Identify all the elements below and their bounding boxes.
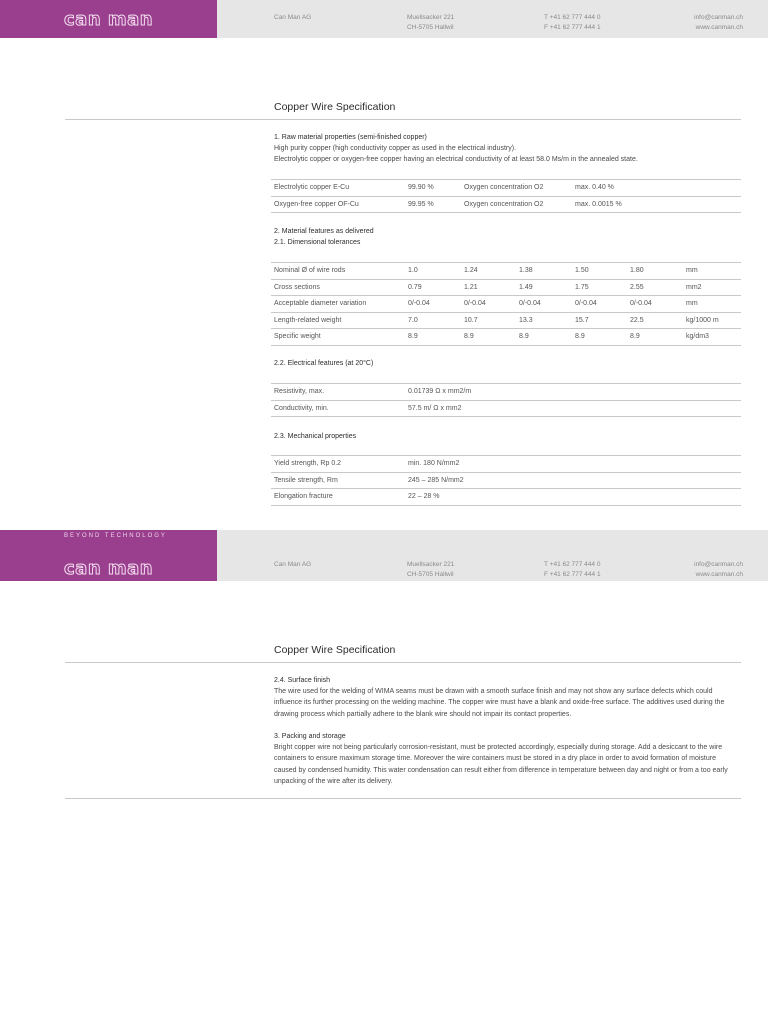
table-cell: 1.80 xyxy=(627,263,683,280)
table-row xyxy=(271,263,741,280)
table-cell: Length-related weight xyxy=(271,312,405,329)
table-row xyxy=(271,400,741,417)
company-name: Can Man AG xyxy=(274,14,312,21)
section-heading: 2.2. Electrical features (at 20°C) xyxy=(274,360,374,367)
table-cell: 57.5 m/ Ω x mm2 xyxy=(405,400,741,417)
table-cell: 10.7 xyxy=(461,312,516,329)
email-link[interactable]: info@canman.ch xyxy=(694,561,743,568)
table-cell: kg/1000 m xyxy=(683,312,741,329)
table-cell: Tensile strength, Rm xyxy=(271,472,405,489)
page1-title: Copper Wire Specification xyxy=(274,101,396,113)
table-cell: 1.0 xyxy=(405,263,461,280)
section-electrical xyxy=(274,358,742,369)
company-contact xyxy=(694,13,743,32)
table-cell: 0.79 xyxy=(405,279,461,296)
website-link[interactable]: www.canman.ch xyxy=(695,23,743,31)
section-heading: 3. Packing and storage xyxy=(274,733,346,740)
brand-bar xyxy=(0,530,217,581)
phone-number: T +41 62 777 444 0 xyxy=(544,561,601,568)
company-name: Can Man AG xyxy=(274,561,312,568)
table-cell: 0.01739 Ω x mm2/m xyxy=(405,384,741,401)
electrical-features-table xyxy=(271,383,741,417)
brand-bar xyxy=(0,0,217,38)
address-line1: Muellsacker 221 xyxy=(407,561,455,568)
table-row xyxy=(271,456,741,473)
table-cell: Specific weight xyxy=(271,329,405,346)
company-phone xyxy=(544,13,601,32)
table-row xyxy=(271,312,741,329)
table-cell: Elongation fracture xyxy=(271,489,405,506)
table-cell: 0/-0.04 xyxy=(516,296,572,313)
table-cell: 0/-0.04 xyxy=(572,296,627,313)
table-cell: 8.9 xyxy=(461,329,516,346)
table-cell: 2.55 xyxy=(627,279,683,296)
table-cell: max. 0.0015 % xyxy=(572,196,741,213)
table-row xyxy=(271,296,741,313)
table-cell: 1.49 xyxy=(516,279,572,296)
table-cell: 22.5 xyxy=(627,312,683,329)
table-row xyxy=(271,196,741,213)
page2-header xyxy=(0,530,768,581)
page1-header xyxy=(0,0,768,38)
table-cell: mm xyxy=(683,296,741,313)
website-link[interactable]: www.canman.ch xyxy=(695,570,743,578)
table-cell: mm2 xyxy=(683,279,741,296)
section-text: Bright copper wire not being particularly corrosion-resistant, must be protected accordingly, especially during storage. Add a desiccant to the wire containers to ensure maximum storage time. Moreover the wire containers must be stored in a dry place in order to avoid formation of moisture caused by condensed humidity. This water condensation can result either from difference in temperature between day and night or from a too early unpacking of the wire after its delivery. xyxy=(274,744,728,785)
table-cell: 22 – 28 % xyxy=(405,489,741,506)
table-cell: Conductivity, min. xyxy=(271,400,405,417)
table-cell: 0/-0.04 xyxy=(461,296,516,313)
table-cell: Cross sections xyxy=(271,279,405,296)
footer-divider xyxy=(65,798,741,799)
brand-tagline: BEYOND TECHNOLOGY xyxy=(64,533,167,539)
table-cell: max. 0.40 % xyxy=(572,180,741,197)
raw-material-table xyxy=(271,179,741,213)
table-cell: mm xyxy=(683,263,741,280)
section-surface-finish xyxy=(274,675,740,720)
table-cell: Oxygen-free copper OF-Cu xyxy=(271,196,405,213)
company-contact xyxy=(694,560,743,579)
table-cell: 8.9 xyxy=(405,329,461,346)
section-text: High purity copper (high conductivity copper as used in the electrical industry). xyxy=(274,145,517,153)
table-cell: 7.0 xyxy=(405,312,461,329)
table-cell: Resistivity, max. xyxy=(271,384,405,401)
email-link[interactable]: info@canman.ch xyxy=(694,14,743,21)
section-heading: 2.3. Mechanical properties xyxy=(274,433,357,440)
address-line2: CH-5705 Hallwil xyxy=(407,23,454,31)
table-cell: Electrolytic copper E-Cu xyxy=(271,180,405,197)
table-row xyxy=(271,329,741,346)
table-cell: 1.21 xyxy=(461,279,516,296)
table-row xyxy=(271,180,741,197)
table-cell: kg/dm3 xyxy=(683,329,741,346)
table-cell: 0/-0.04 xyxy=(627,296,683,313)
section-packing-storage xyxy=(274,731,740,787)
table-cell: 0/-0.04 xyxy=(405,296,461,313)
table-cell: 99.95 % xyxy=(405,196,461,213)
section-raw-material xyxy=(274,132,742,166)
table-cell: 1.75 xyxy=(572,279,627,296)
table-cell: Yield strength, Rp 0.2 xyxy=(271,456,405,473)
table-cell: 245 – 285 N/mm2 xyxy=(405,472,741,489)
fax-number: F +41 62 777 444 1 xyxy=(544,23,601,31)
table-cell: 8.9 xyxy=(627,329,683,346)
table-cell: 99.90 % xyxy=(405,180,461,197)
table-cell: Nominal Ø of wire rods xyxy=(271,263,405,280)
canman-logo: can man xyxy=(64,9,154,30)
table-cell: 15.7 xyxy=(572,312,627,329)
table-cell: 8.9 xyxy=(572,329,627,346)
table-cell: 1.24 xyxy=(461,263,516,280)
table-cell: 13.3 xyxy=(516,312,572,329)
title-divider xyxy=(65,119,741,120)
canman-logo: can man xyxy=(64,558,154,579)
section-subheading: 2.1. Dimensional tolerances xyxy=(274,239,361,247)
section-text: The wire used for the welding of WIMA seams must be drawn with a smooth surface finish and may not show any surface defects which could influence its further processing on the welding machine. The copper wire must have a blank and oxide-free surface. The additives used during the drawing process which partially adhere to the blank wire should not impair its contact properties. xyxy=(274,688,725,718)
table-row xyxy=(271,472,741,489)
section-heading: 2.4. Surface finish xyxy=(274,677,331,684)
section-material-features xyxy=(274,226,742,248)
table-cell: Acceptable diameter variation xyxy=(271,296,405,313)
address-line2: CH-5705 Hallwil xyxy=(407,570,454,578)
table-cell: 1.38 xyxy=(516,263,572,280)
company-phone xyxy=(544,560,601,579)
section-text: Electrolytic copper or oxygen-free copper having an electrical conductivity of at least 58.0 Ms/m in the annealed state. xyxy=(274,156,638,164)
table-cell: 1.50 xyxy=(572,263,627,280)
dimensional-tolerances-table xyxy=(271,262,741,346)
page2-title: Copper Wire Specification xyxy=(274,644,396,656)
table-cell: min. 180 N/mm2 xyxy=(405,456,741,473)
table-cell: 8.9 xyxy=(516,329,572,346)
mechanical-properties-table xyxy=(271,455,741,506)
section-mechanical xyxy=(274,431,742,442)
section-heading: 1. Raw material properties (semi-finished copper) xyxy=(274,134,427,141)
table-row xyxy=(271,279,741,296)
table-cell: Oxygen concentration O2 xyxy=(461,196,572,213)
address-line1: Muellsacker 221 xyxy=(407,14,455,21)
phone-number: T +41 62 777 444 0 xyxy=(544,14,601,21)
section-heading: 2. Material features as delivered xyxy=(274,228,374,235)
title-divider xyxy=(65,662,741,663)
fax-number: F +41 62 777 444 1 xyxy=(544,570,601,578)
company-address xyxy=(407,560,454,579)
table-row xyxy=(271,384,741,401)
table-cell: Oxygen concentration O2 xyxy=(461,180,572,197)
company-address xyxy=(407,13,454,32)
table-row xyxy=(271,489,741,506)
